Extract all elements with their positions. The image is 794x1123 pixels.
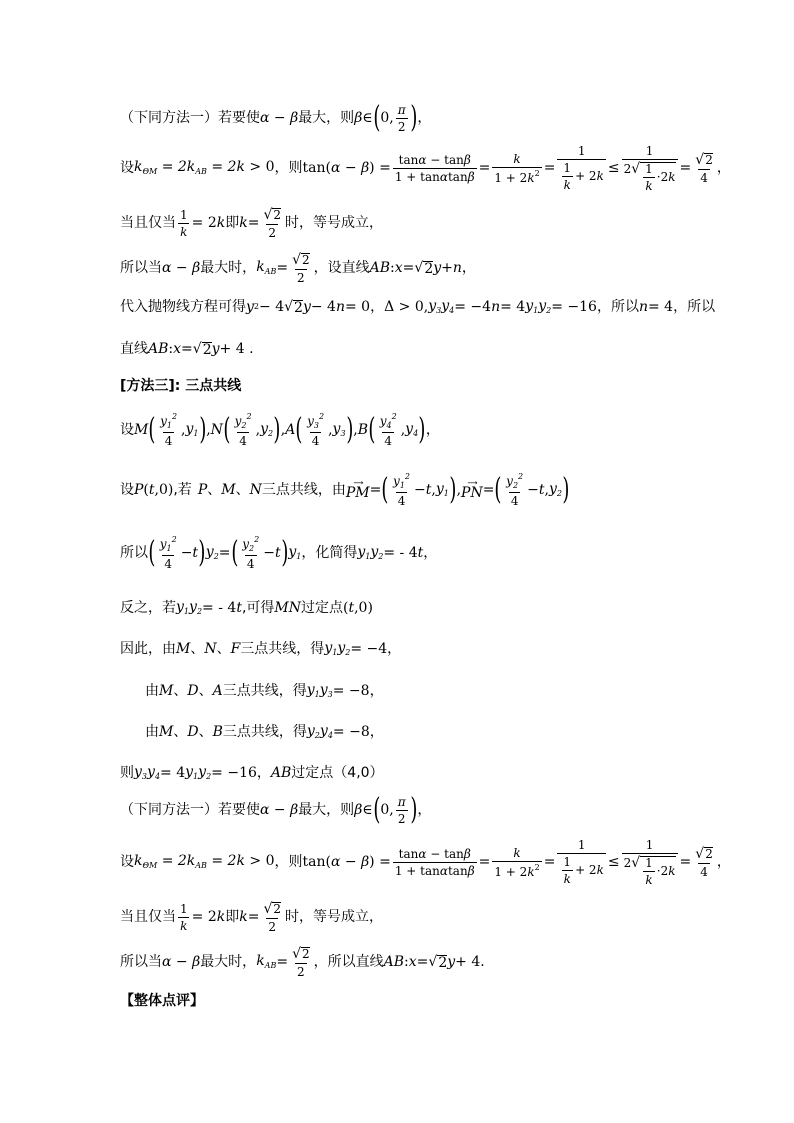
math: n (638, 299, 648, 315)
math: $\frac{\pi}{2}$ (397, 794, 406, 826)
math: = (402, 260, 415, 276)
text: 、 (207, 482, 222, 498)
math: , (206, 422, 211, 438)
math: N (204, 641, 217, 657)
math: y (211, 341, 220, 357)
math: B (212, 724, 223, 740)
math: α − β (162, 260, 201, 276)
math: M (134, 422, 149, 438)
line-15 (120, 762, 384, 784)
math: N (210, 422, 223, 438)
math: = −4 (350, 641, 388, 657)
math: y (433, 260, 442, 276)
math: n (335, 299, 345, 315)
math: − (527, 482, 539, 498)
text: 、 (173, 724, 188, 740)
math: B (357, 422, 368, 438)
math: ,0) (354, 600, 373, 616)
math: Δ > 0, (384, 299, 429, 315)
math: t (348, 600, 355, 616)
math: $\frac{y_2^2}{4}$ (234, 412, 252, 448)
math: , (255, 422, 261, 438)
math: ) (418, 412, 426, 447)
math: ) (409, 100, 417, 135)
heading-text: [方法三]: 三点共线 (120, 378, 242, 394)
line-18 (120, 897, 383, 937)
math: x (173, 341, 182, 357)
math: t (274, 545, 281, 561)
math: = (679, 160, 692, 176)
math: = (478, 854, 491, 870)
math: ∈ (362, 110, 373, 126)
math: , (544, 482, 549, 498)
math: : (390, 260, 395, 276)
text: 设 (120, 160, 134, 176)
math: $y_1$ (185, 421, 199, 438)
math: $y_1$ (288, 544, 302, 561)
text: 当且仅当 (120, 909, 176, 925)
math: − (414, 482, 426, 498)
text: 、 (173, 683, 188, 699)
math: k (239, 215, 248, 231)
math: ( (381, 472, 389, 507)
math: t (192, 545, 199, 561)
math: M (159, 724, 174, 740)
math: √ 2 (192, 340, 212, 358)
text: ， (417, 110, 432, 126)
math: , (456, 482, 462, 498)
math: = (369, 482, 382, 498)
text: 设 (120, 422, 134, 438)
text: 则 (120, 765, 134, 781)
line-6 (120, 338, 254, 360)
math: ) (345, 412, 353, 447)
text: 当且仅当 (120, 215, 176, 231)
text: ， (716, 854, 731, 870)
math: = −8 (332, 683, 370, 699)
math: y (246, 299, 254, 315)
math: ) (198, 535, 206, 570)
math: $y_1y_2$ (525, 298, 552, 315)
math: ( (295, 412, 303, 447)
text: . (480, 954, 485, 970)
text: 由 (145, 724, 159, 740)
math: = 2k (191, 215, 226, 231)
math: ( (230, 535, 238, 570)
math: $\frac{y_2^2}{4}$ (506, 472, 524, 508)
math: ( (343, 600, 349, 616)
math: F (230, 641, 241, 657)
math: = −16 (551, 299, 597, 315)
math: $\frac{k}{1 + 2k^2}$ (494, 845, 540, 879)
text: ， (716, 160, 731, 176)
math: = (247, 909, 260, 925)
math: √ 2 2 (263, 900, 281, 934)
math: ( (148, 535, 156, 570)
line-4 (120, 248, 476, 288)
text: ，所以 (596, 299, 639, 315)
math: = −16 (211, 765, 257, 781)
text: ， (417, 802, 432, 818)
math: = (276, 260, 289, 276)
text: 、 (198, 683, 213, 699)
text: 过定点 (291, 765, 334, 781)
math: ) (449, 472, 457, 507)
math: D (187, 683, 199, 699)
line-12 (120, 638, 401, 660)
text: （下同方法一）若要使 (120, 110, 260, 126)
math: P (197, 482, 208, 498)
math: tan (302, 160, 326, 176)
math: AB (369, 260, 391, 276)
line-16 (120, 794, 431, 826)
math: , (181, 422, 186, 438)
text: 时，等号成立， (285, 909, 383, 925)
math: = (543, 160, 556, 176)
math: $\frac{y_2^2}{4}$ (242, 535, 260, 571)
math: $\frac{y_1^2}{4}$ (159, 535, 177, 571)
math: ∈ (362, 802, 373, 818)
math: + 4 (455, 954, 481, 970)
text: ， (461, 260, 476, 276)
text: 三点共线，得 (222, 724, 307, 740)
math: − (263, 545, 275, 561)
math: √ 2 (284, 298, 303, 316)
section-heading (120, 375, 241, 397)
text: 三点共线，得 (240, 641, 325, 657)
math: ) (562, 472, 570, 507)
math: √ 2 4 (695, 845, 713, 879)
math: + (441, 260, 453, 276)
math: $\frac{\tan\alpha - \tan\beta}{1 + \tan\alpha\tan\beta}$ (394, 152, 475, 184)
math: y (447, 954, 456, 970)
line-5 (120, 296, 715, 318)
math: D (187, 724, 199, 740)
text: 即 (225, 909, 240, 925)
math: = (416, 954, 429, 970)
math: $\frac{k}{1 + 2k^2}$ (494, 151, 540, 185)
math: x (408, 954, 417, 970)
math: , (328, 422, 333, 438)
math: 2 (253, 302, 260, 311)
text: 、 (235, 482, 250, 498)
line-1 (120, 102, 431, 134)
math: , (353, 422, 358, 438)
math: $k_{AB}$ (256, 259, 277, 276)
math: $k_{\Theta M} = 2k_{AB} = 2k > 0$ (134, 853, 275, 870)
math: 1 $\frac{1}{k}$ + 2k (557, 839, 605, 885)
math: k (239, 909, 248, 925)
text: ， (369, 683, 384, 699)
line-13 (145, 680, 384, 702)
math: $y_2$ (260, 421, 274, 438)
text: 三点共线，由 (261, 482, 346, 498)
math: α − β (330, 854, 370, 870)
math: √ 2 (414, 259, 434, 277)
text: 时，等号成立， (285, 215, 383, 231)
math: − 4 (310, 299, 336, 315)
math: $y_2y_4$ (306, 723, 333, 740)
math: + 4 . (219, 341, 254, 357)
math: t (538, 482, 545, 498)
math: 0, (380, 110, 394, 126)
math: = 2k (191, 909, 226, 925)
footer-text: 【整体点评】 (120, 993, 204, 1009)
math: 1 $\frac{1}{k}$ + 2k (557, 145, 605, 191)
text: 因此，由 (120, 641, 176, 657)
text: 反之，若 (120, 600, 176, 616)
math: ≤ (607, 854, 620, 870)
math: ,0) (154, 482, 174, 498)
math: ) (280, 535, 288, 570)
math: ( (143, 482, 149, 498)
text: ，所以直线 (313, 954, 384, 970)
section-footer (120, 990, 204, 1012)
text: 最大，则 (298, 110, 355, 126)
math: x (394, 260, 403, 276)
math: : (404, 954, 409, 970)
line-11 (120, 597, 373, 619)
math: = (181, 341, 193, 357)
line-8 (120, 410, 440, 450)
math: = (276, 954, 289, 970)
math: ⟶ PM (345, 479, 370, 501)
math: $k_{\Theta M} = 2k_{AB} = 2k > 0$ (134, 159, 275, 176)
text: ， (256, 765, 271, 781)
math: ( (325, 854, 331, 870)
text: ，则 (274, 854, 303, 870)
math: α − β (162, 954, 201, 970)
math: : (168, 341, 174, 357)
math: − (180, 545, 193, 561)
math: t (417, 545, 424, 561)
math: √ 2 (428, 953, 448, 971)
math: $y_1y_3$ (306, 682, 333, 699)
math: $y_1y_2$ (324, 640, 351, 657)
math: ( (325, 160, 331, 176)
math: $y_1$ (435, 481, 449, 498)
text: 设 (120, 854, 134, 870)
line-2 (120, 140, 731, 196)
text: 由 (145, 683, 159, 699)
line-19 (120, 942, 485, 982)
math: P (134, 482, 144, 498)
math: y (302, 299, 311, 315)
math: $\frac{y_1^2}{4}$ (160, 412, 178, 448)
text: ,若 (173, 482, 192, 498)
math: ) = (369, 160, 391, 176)
line-14 (145, 721, 384, 743)
line-3 (120, 203, 383, 243)
math: ( (373, 792, 381, 827)
text: 过定点 (301, 600, 343, 616)
math: = (247, 215, 260, 231)
math: = (482, 482, 495, 498)
math: √ 2 2 (292, 945, 310, 979)
math: ≤ (607, 160, 620, 176)
math: = 4 (160, 765, 186, 781)
math: t (236, 600, 242, 616)
math: 1 2 √ $\frac{1}{k}$ ·2k (623, 837, 676, 887)
text: 直线 (120, 341, 148, 357)
math: $y_3y_4$ (134, 764, 161, 781)
text: ， (387, 641, 402, 657)
math: $\frac{1}{k}$ (180, 207, 188, 239)
math: $y_4$ (405, 421, 419, 438)
math: $\frac{y_4^2}{4}$ (379, 412, 397, 448)
math: ( (373, 100, 381, 135)
math: $y_1y_2$ (357, 544, 384, 561)
math: $\frac{\tan\alpha - \tan\beta}{1 + \tan\alpha\tan\beta}$ (394, 846, 475, 878)
text: ，则 (274, 160, 303, 176)
text: 所以当 (120, 260, 162, 276)
text: （4,0） (333, 765, 384, 781)
text: ， (370, 299, 385, 315)
math: t (425, 482, 432, 498)
math: tan (302, 854, 326, 870)
math: ) (409, 792, 417, 827)
text: ， (425, 422, 440, 438)
math: = - 4 (202, 600, 237, 616)
text: 设 (120, 482, 134, 498)
text: 最大，则 (298, 802, 355, 818)
text: ， (423, 545, 438, 561)
math: = (679, 854, 692, 870)
text: 最大时， (200, 260, 257, 276)
line-17 (120, 834, 731, 890)
math: $\frac{1}{k}$ (180, 901, 188, 933)
math: $k_{AB}$ (256, 953, 277, 970)
math: = (218, 545, 231, 561)
math: = (543, 854, 556, 870)
text: （下同方法一）若要使 (120, 802, 260, 818)
math: t (148, 482, 155, 498)
math: √ 2 2 (292, 251, 310, 285)
text: 最大时， (200, 954, 257, 970)
text: 、 (190, 641, 205, 657)
math: AB (148, 341, 169, 357)
math: AB (383, 954, 405, 970)
math: β (354, 802, 363, 818)
math: = 0 (345, 299, 371, 315)
math: α − β (260, 110, 299, 126)
math: $y_3y_4$ (428, 298, 455, 315)
math: $y_2$ (548, 481, 562, 498)
math: N (249, 482, 262, 498)
math: ( (368, 412, 376, 447)
math: M (176, 641, 191, 657)
math: 1 2 √ $\frac{1}{k}$ ·2k (623, 143, 676, 193)
text: ，化简得 (301, 545, 358, 561)
math: n (452, 260, 462, 276)
text: 所以当 (120, 954, 162, 970)
math: ) (198, 412, 206, 447)
math: $y_2$ (205, 544, 219, 561)
text: 代入抛物线方程可得 (120, 299, 246, 315)
math: ) = (369, 854, 391, 870)
math: $y_1y_2$ (176, 599, 203, 616)
line-10 (120, 533, 437, 573)
math: AB (270, 765, 292, 781)
math: − 4 (259, 299, 285, 315)
math: ( (223, 412, 231, 447)
math: = −4 (454, 299, 492, 315)
math: M (159, 683, 174, 699)
math: $\frac{y_3^2}{4}$ (307, 412, 325, 448)
math: , (280, 422, 286, 438)
math: A (285, 422, 296, 438)
math: $\frac{\pi}{2}$ (397, 102, 406, 134)
math: M (221, 482, 236, 498)
math: MN (274, 600, 301, 616)
math: = 4 (500, 299, 526, 315)
math: , (400, 422, 406, 438)
math: A (212, 683, 223, 699)
math: ( (148, 412, 156, 447)
math: = −8 (332, 724, 370, 740)
math: = 4 (647, 299, 674, 315)
text: 、 (198, 724, 213, 740)
math: ⟶ PN (461, 479, 483, 501)
math: = - 4 (383, 545, 418, 561)
math: $\frac{y_1^2}{4}$ (393, 472, 411, 508)
math: = (478, 160, 491, 176)
text: ， (369, 724, 384, 740)
text: 即 (225, 215, 240, 231)
text: 所以 (120, 545, 148, 561)
line-9 (120, 470, 570, 510)
math: $y_1y_2$ (185, 764, 212, 781)
text: 三点共线，得 (222, 683, 307, 699)
math: $y_3$ (332, 421, 346, 438)
math: α − β (330, 160, 370, 176)
math: n (491, 299, 501, 315)
math: ) (273, 412, 281, 447)
text: 、 (216, 641, 231, 657)
math: √ 2 4 (695, 151, 713, 185)
text: ,可得 (241, 600, 275, 616)
text: ，所以 (673, 299, 716, 315)
math: √ 2 2 (263, 206, 281, 240)
math: ( (494, 472, 502, 507)
math: α − β (260, 802, 299, 818)
math: β (354, 110, 363, 126)
math: 0, (380, 802, 394, 818)
text: ，设直线 (313, 260, 370, 276)
math: , (431, 482, 436, 498)
